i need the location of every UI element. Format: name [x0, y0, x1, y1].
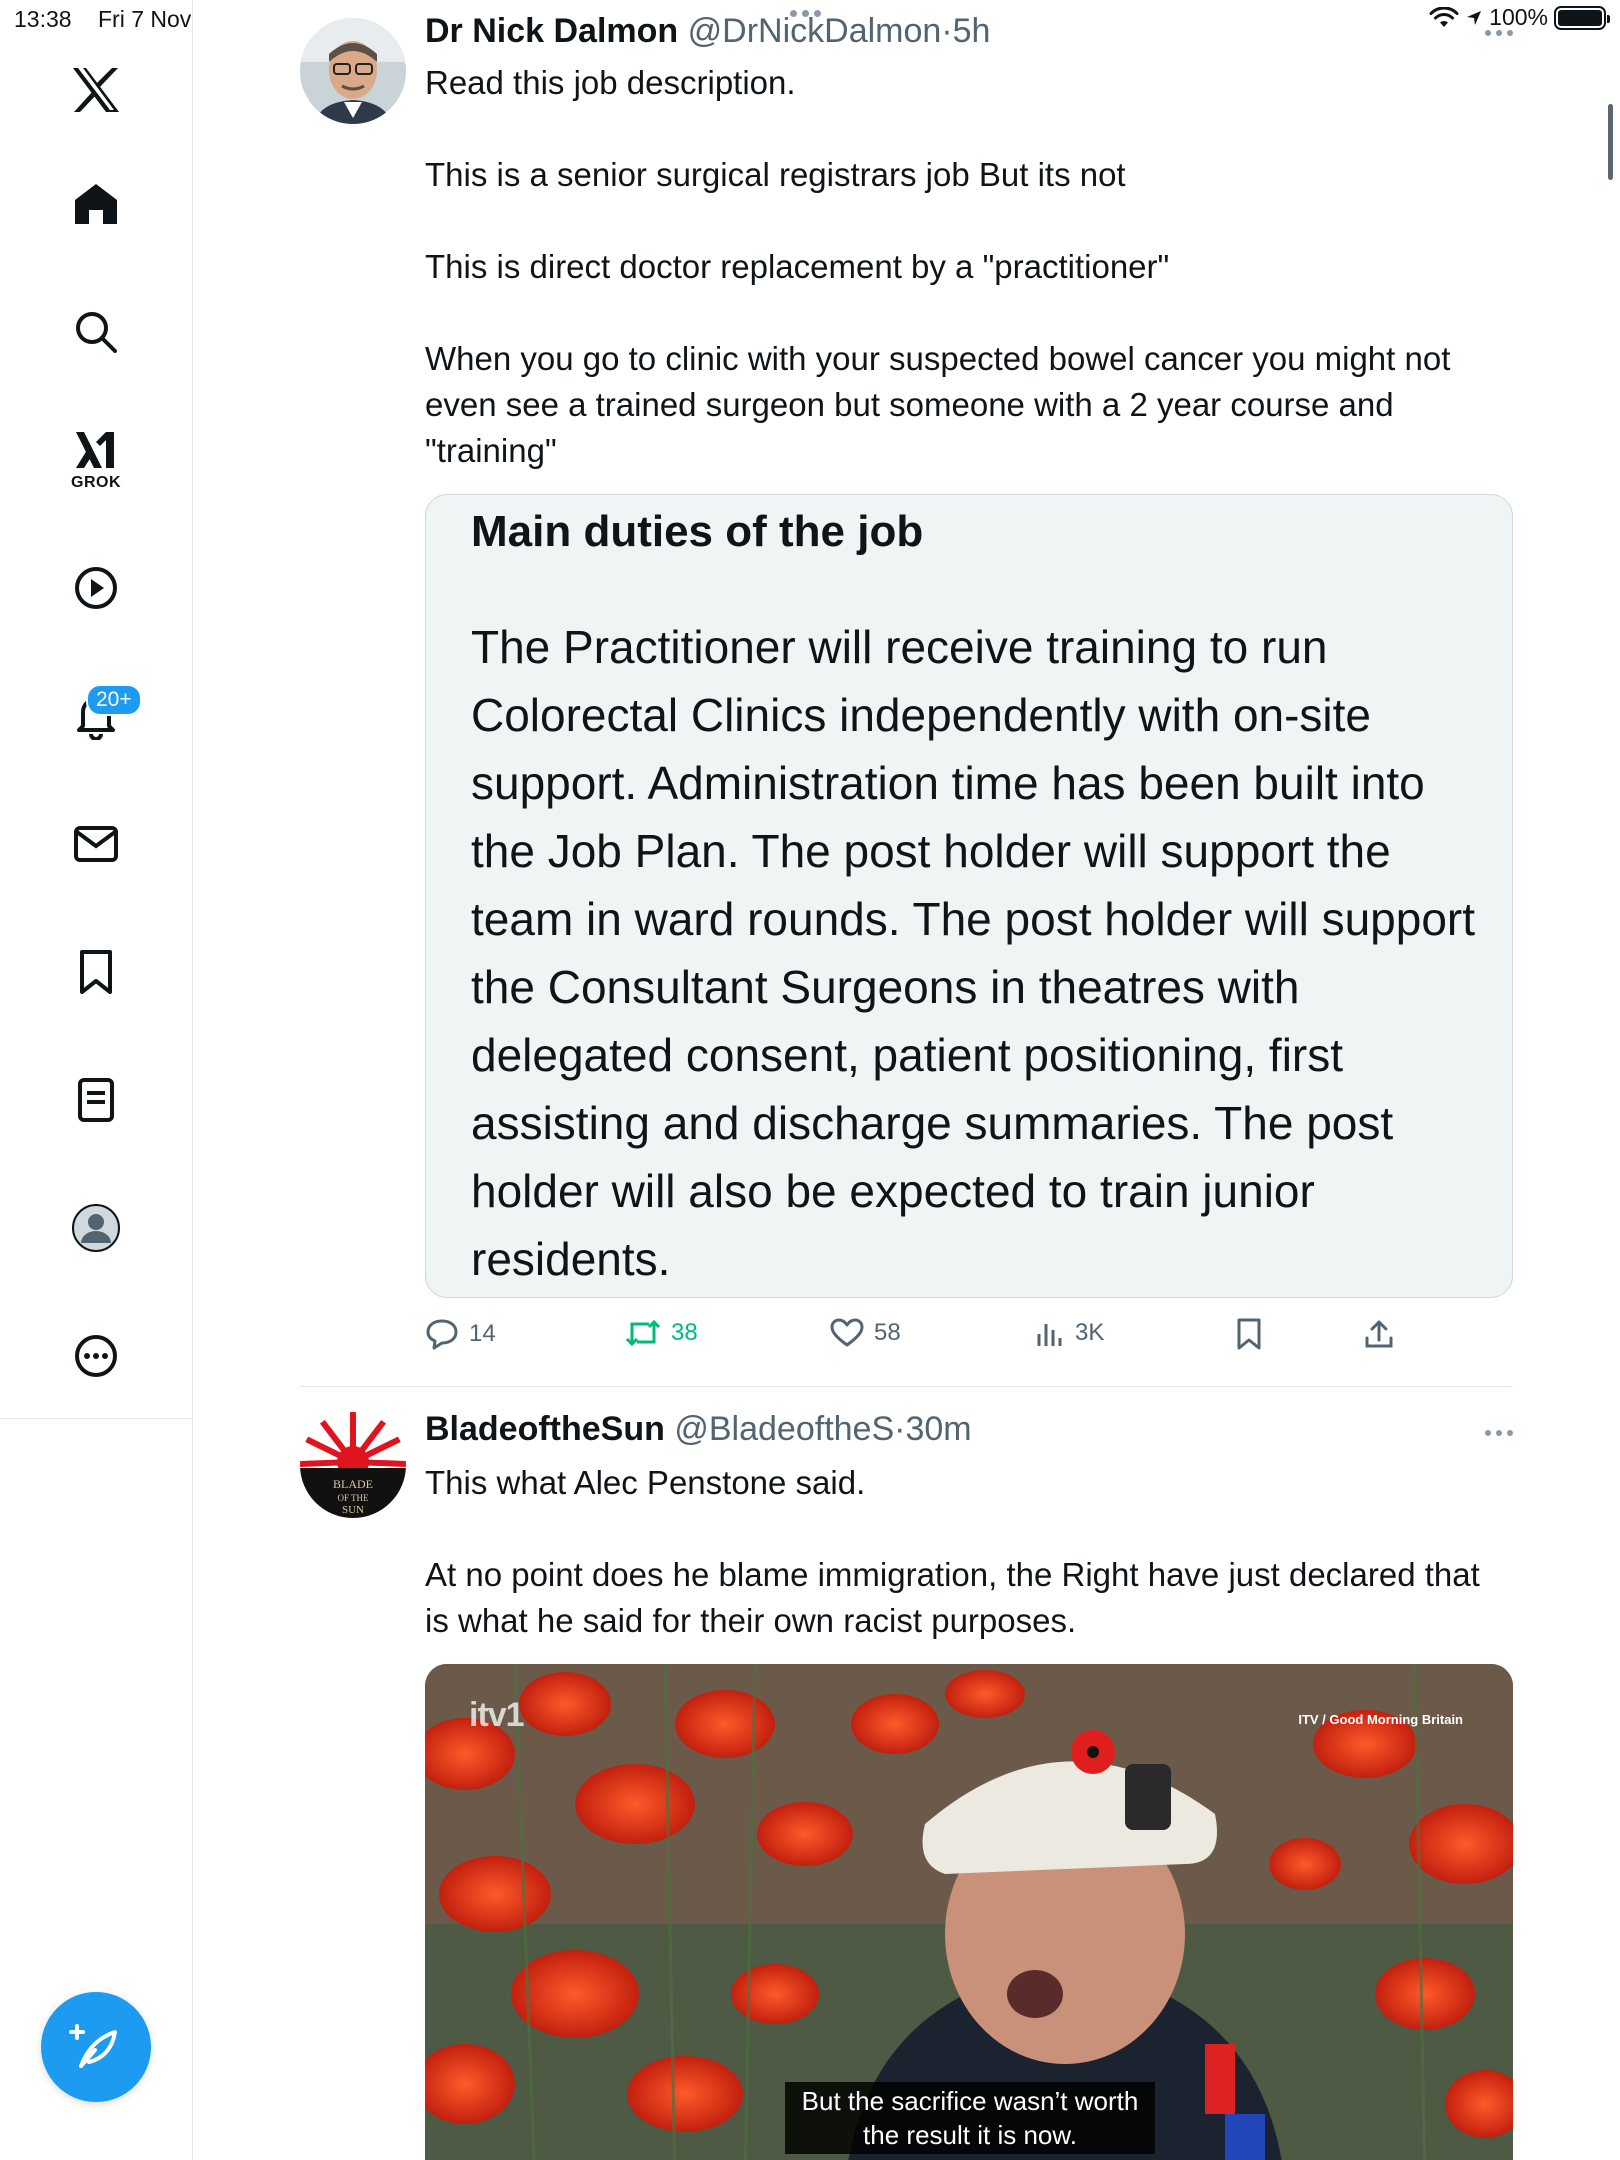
- sidebar-item-home[interactable]: [66, 174, 126, 234]
- scrollbar-thumb[interactable]: [1608, 104, 1613, 180]
- compose-quill-icon: [69, 2020, 123, 2074]
- list-icon: [76, 1077, 116, 1123]
- card-heading: Main duties of the job: [471, 507, 924, 556]
- subtitle-line: the result it is now.: [863, 2120, 1077, 2150]
- post-time[interactable]: 30m: [905, 1410, 972, 1448]
- profile-icon: [70, 1202, 122, 1254]
- status-time: 13:38: [14, 6, 72, 32]
- grok-icon: [72, 428, 120, 472]
- tweet-more-button[interactable]: [1485, 30, 1513, 36]
- like-button[interactable]: [830, 1318, 901, 1348]
- sidebar-item-more[interactable]: [66, 1326, 126, 1386]
- bookmark-button[interactable]: [1235, 1318, 1263, 1350]
- bookmark-icon: [76, 949, 116, 995]
- sidebar-divider: [0, 1418, 193, 1419]
- sidebar-item-search[interactable]: [66, 302, 126, 362]
- sidebar: [0, 0, 193, 2160]
- reply-icon: [425, 1318, 459, 1350]
- tweet-paragraph: This is a senior surgical registrars job But its not: [425, 156, 1126, 193]
- tweet-header: [425, 12, 990, 51]
- tweet[interactable]: [300, 0, 1513, 1390]
- share-button[interactable]: [1363, 1318, 1395, 1350]
- author-handle[interactable]: @BladeoftheS: [674, 1410, 895, 1448]
- views-chart-icon: [1035, 1318, 1065, 1348]
- subtitle-line: But the sacrifice wasn’t worth: [801, 2086, 1139, 2116]
- tweet-text: [425, 60, 1510, 474]
- sidebar-item-messages[interactable]: [66, 814, 126, 874]
- video-credit: ITV / Good Morning Britain: [1298, 1712, 1463, 1727]
- channel-logo: itv1: [469, 1696, 524, 1734]
- card-body: The Practitioner will receive training to run Colorectal Clinics independently with on-site support. Administration time has been built into the Job Plan. The post holder will support the team in ward rounds. The post holder will support the Consultant Surgeons in theatres with delegated consent, patient positioning, first assisting and discharge summaries. The post holder will also be expected to train junior residents.: [471, 621, 1476, 1285]
- tweet-paragraph: This what Alec Penstone said.: [425, 1464, 866, 1501]
- more-circle-icon: [73, 1333, 119, 1379]
- avatar-text: BLADE: [333, 1477, 373, 1491]
- mail-icon: [73, 824, 119, 864]
- like-count: 58: [874, 1319, 901, 1346]
- play-icon: [73, 565, 119, 611]
- video-subtitle: [785, 2082, 1155, 2154]
- tweet-actions: [425, 1318, 1513, 1358]
- sidebar-item-videos[interactable]: [66, 558, 126, 618]
- views-button[interactable]: [1035, 1318, 1104, 1348]
- author-handle[interactable]: @DrNickDalmon: [687, 12, 942, 50]
- tweet-divider: [300, 1386, 1513, 1387]
- compose-button[interactable]: [41, 1992, 151, 2102]
- sidebar-item-bookmarks[interactable]: [66, 942, 126, 1002]
- home-icon: [73, 182, 119, 226]
- avatar[interactable]: [300, 1412, 406, 1518]
- battery-percent: 100%: [1489, 4, 1548, 30]
- media-video[interactable]: [425, 1664, 1513, 2160]
- share-icon: [1363, 1318, 1395, 1350]
- tweet-paragraph: Read this job description.: [425, 64, 796, 101]
- repost-button[interactable]: [625, 1318, 698, 1348]
- bookmark-icon: [1235, 1318, 1263, 1350]
- x-logo-icon[interactable]: [66, 60, 126, 120]
- separator: ·: [894, 1410, 906, 1448]
- author-name[interactable]: Dr Nick Dalmon: [425, 12, 679, 50]
- battery-icon: [1554, 6, 1606, 30]
- tweet-paragraph: This is direct doctor replacement by a "practitioner": [425, 248, 1170, 285]
- grok-label: GROK: [71, 474, 121, 491]
- author-name[interactable]: BladeoftheSun: [425, 1410, 665, 1448]
- avatar[interactable]: [300, 18, 406, 124]
- search-icon: [74, 310, 118, 354]
- tweet-more-button[interactable]: [1485, 1430, 1513, 1436]
- tweet-header: [425, 1410, 972, 1449]
- heart-icon: [830, 1318, 864, 1348]
- tweet-paragraph: When you go to clinic with your suspected bowel cancer you might not even see a trained surgeon but someone with a 2 year course and "training": [425, 340, 1451, 469]
- sidebar-item-profile[interactable]: [66, 1198, 126, 1258]
- views-count: 3K: [1075, 1319, 1105, 1346]
- sidebar-item-grok[interactable]: [66, 420, 126, 500]
- status-date: Fri 7 Nov: [98, 6, 192, 32]
- tweet-paragraph: At no point does he blame immigration, the Right have just declared that is what he said for their own racist purposes.: [425, 1556, 1480, 1639]
- media-image-job-description[interactable]: [425, 494, 1513, 1298]
- reply-button[interactable]: [425, 1318, 496, 1350]
- post-time[interactable]: 5h: [952, 12, 991, 50]
- notification-badge: 20+: [86, 684, 142, 716]
- reply-count: 14: [469, 1320, 496, 1347]
- repost-icon: [625, 1318, 661, 1348]
- tweet[interactable]: [300, 1390, 1513, 2160]
- sidebar-item-lists[interactable]: [66, 1070, 126, 1130]
- repost-count: 38: [671, 1319, 698, 1346]
- avatar-text: SUN: [341, 1504, 365, 1516]
- separator: ·: [941, 12, 953, 50]
- avatar-text: OF THE: [337, 1493, 369, 1503]
- tweet-text: [425, 1460, 1510, 1644]
